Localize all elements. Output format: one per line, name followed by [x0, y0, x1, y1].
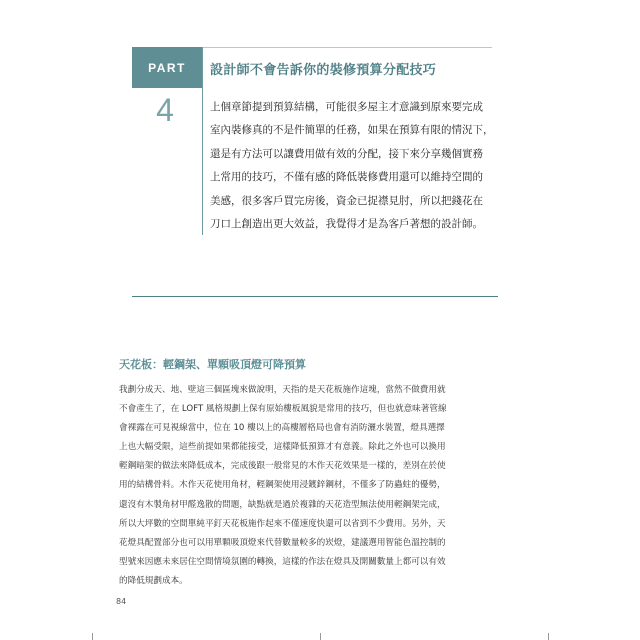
intro-line: 室內裝修真的不是件簡單的任務，如果在預算有限的情況下，	[210, 124, 494, 137]
body-line: 我劃分成天、地、壁這三個區塊來做說明，天指的是天花板施作這塊，當然不做費用就	[119, 385, 446, 395]
body-line: 還沒有木製角材甲醛逸散的問題，缺點就是過於複雜的天花造型無法使用輕鋼架完成，	[119, 499, 446, 510]
part-number: 4	[156, 92, 174, 128]
header-bottom-rule	[132, 296, 498, 297]
page-number: 84	[116, 597, 127, 606]
intro-line: 刀口上創造出更大效益，我覺得才是為客戶著想的設計師。	[210, 218, 483, 231]
body-line: 所以大坪數的空間單純平釘天花板施作起來不僅速度快還可以省到不少費用。另外，天	[119, 518, 446, 529]
header-vertical-rule	[202, 47, 203, 235]
body-line: 不會產生了，在 LOFT 風格規劃上保有原始樓板風貌是常用的技巧，但也就意味著管線	[119, 404, 447, 415]
crop-mark	[548, 633, 549, 640]
section-title: 天花板：輕鋼架、單顆吸頂燈可降預算	[119, 358, 306, 371]
intro-line: 上個章節提到預算結構，可能很多屋主才意識到原來要完成	[210, 101, 483, 113]
body-line: 的降低規劃成本。	[119, 575, 188, 586]
chapter-title: 設計師不會告訴你的裝修預算分配技巧	[210, 63, 437, 78]
intro-line: 美感，很多客戶買完房後，資金已捉襟見肘，所以把錢花在	[210, 194, 483, 207]
intro-line: 上常用的技巧，不僅有感的降低裝修費用還可以維持空間的	[210, 171, 483, 184]
intro-paragraph	[210, 96, 498, 236]
crop-mark	[320, 633, 321, 640]
body-line: 輕鋼暗架的做法來降低成本，完成後跟一般常見的木作天花效果是一樣的，差別在於使	[119, 461, 446, 472]
header-top-rule	[202, 47, 492, 48]
body-line: 用的結構骨料。木作天花使用角材，輕鋼架使用浸鍍鋅鋼材，不僅多了防蟲蛀的優勢，	[119, 480, 446, 491]
section-body	[119, 381, 511, 591]
body-line: 上也大幅受限，這些前提如果都能接受，這樣降低預算才有意義。除此之外也可以換用	[119, 442, 446, 453]
part-label-box	[132, 47, 202, 88]
body-line: 花燈具配置部分也可以用單顆吸頂燈來代替數量較多的崁燈，建議選用智能色溫控制的	[119, 537, 446, 548]
body-line: 型號來因應未來居住空間情境氛圍的轉換，這樣的作法在燈具及開關數量上都可以有效	[119, 556, 446, 567]
crop-mark	[92, 633, 93, 640]
intro-line: 還是有方法可以讓費用做有效的分配，接下來分享幾個實務	[210, 147, 483, 160]
body-line: 會裸露在可見視線當中，位在 10 樓以上的高樓層格局也會有消防灑水裝置，燈具選擇	[119, 423, 445, 434]
part-label: PART	[148, 60, 186, 75]
